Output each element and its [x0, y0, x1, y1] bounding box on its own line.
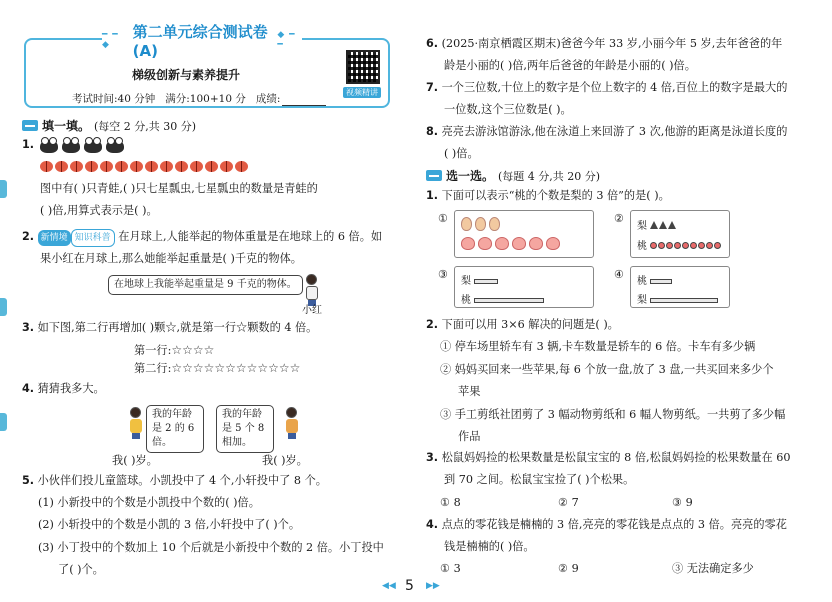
ladybug-icon [235, 161, 248, 172]
score-blank[interactable] [282, 105, 326, 106]
option-1-label: ① [438, 212, 448, 225]
option-3-box[interactable]: 梨 桃 [454, 266, 594, 308]
q4-answer1: 我( )岁。 [112, 454, 158, 467]
ladybug-icon [85, 161, 98, 172]
exam-info [72, 91, 326, 106]
frog-icon [62, 140, 80, 153]
s2q2-a3b: 作品 [458, 430, 481, 443]
s2q2-a3a[interactable]: ③ 手工剪纸社团剪了 3 幅动物剪纸和 6 幅人物剪纸。一共剪了多少幅 [440, 408, 786, 421]
s2q2-a2a[interactable]: ② 妈妈买回来一些苹果,每 6 个放一盘,放了 3 盘,一共买回来多少个 [440, 363, 774, 376]
frog-icon [40, 140, 58, 153]
s2q4-line2: 钱是楠楠的( )倍。 [444, 540, 535, 553]
man-figure-icon [286, 407, 298, 437]
row2-stars: ☆☆☆☆☆☆☆☆☆☆☆☆ [171, 361, 301, 375]
q7-line1: 7. 一个三位数,十位上的数字是个位上数字的 4 倍,百位上的数字是最大的 [426, 81, 788, 94]
q7-line2: 一位数,这个三位数是( )。 [444, 103, 572, 116]
q4-answer2: 我( )岁。 [262, 454, 308, 467]
ladybug-icon [190, 161, 203, 172]
q8-line1: 8. 亮亮去游泳馆游泳,他在泳道上来回游了 3 次,他游的距离是泳道长度的 [426, 125, 788, 138]
title-deco-left-icon: ━ ━ ◆ [102, 30, 119, 50]
option-4-box[interactable]: 桃 梨 [630, 266, 730, 308]
title-deco-right-icon: ◆ ━ ━ [277, 30, 296, 50]
q6-line1: 6. (2025·南京栖霞区期末)爸爸今年 33 岁,小丽今年 5 岁,去年爸爸的年 [426, 37, 783, 50]
prev-page-icon[interactable]: ◀◀ [382, 581, 396, 591]
section-badge-icon [426, 170, 442, 181]
score-label: 成绩: [255, 93, 281, 105]
q1-number: 1. [22, 138, 35, 151]
peach-row [461, 237, 563, 253]
q2-line2: 果小红在月球上,那么她能举起重量是( )千克的物体。 [40, 252, 302, 265]
q5-sub2: (2) 小斩投中的个数是小凯的 3 倍,小轩投中了( )个。 [38, 518, 301, 531]
next-page-icon[interactable]: ▶▶ [426, 581, 440, 591]
q3-line1: 3. 如下图,第二行再增加( )颗☆,就是第一行☆颗数的 4 倍。 [22, 321, 318, 334]
frog-icon [84, 140, 102, 153]
q1-line2: ( )倍,用算式表示是( )。 [40, 204, 158, 217]
q3-row1: 第一行:☆☆☆☆ [134, 343, 215, 357]
option-2-box[interactable]: 梨 桃 [630, 210, 730, 258]
section-badge-icon [22, 120, 38, 131]
s2q2-a1[interactable]: ① 停车场里轿车有 3 辆,卡车数量是轿车的 6 倍。卡车有多少辆 [440, 340, 756, 353]
page-title: 第二单元综合测试卷(A) [132, 22, 268, 60]
s2q3-choice2[interactable]: ② 7 [558, 496, 579, 509]
ladybug-icon [160, 161, 173, 172]
s2q3-choice1[interactable]: ① 8 [440, 496, 461, 509]
ladybug-row [40, 161, 248, 172]
option-1-box[interactable] [454, 210, 594, 258]
speech-bubble-age1: 我的年龄是 2 的 6 倍。 [146, 405, 204, 453]
qr-code[interactable] [346, 50, 380, 84]
option-2-label: ② [614, 212, 624, 225]
q5-sub1: (1) 小新投中的个数是小凯投中个数的( )倍。 [38, 496, 260, 509]
s2q4-choice2[interactable]: ② 9 [558, 562, 579, 575]
margin-tab [0, 298, 7, 316]
q1-line1: 图中有( )只青蛙,( )只七星瓢虫,七星瓢虫的数量是青蛙的 [40, 182, 318, 195]
q5-sub3a: (3) 小丁投中的个数加上 10 个后就是小新投中个数的 2 倍。小丁投中 [38, 541, 384, 554]
q4-line1: 4. 猜猜我多大。 [22, 382, 105, 395]
s2q3-line2: 到 70 之间。松鼠宝宝捡了( )个松果。 [444, 473, 635, 486]
ladybug-icon [70, 161, 83, 172]
ladybug-icon [205, 161, 218, 172]
title-bar [102, 22, 302, 60]
ladybug-icon [115, 161, 128, 172]
s2q1-line1: 1. 下面可以表示“桃的个数是梨的 3 倍”的是( )。 [426, 189, 670, 202]
pear-row [461, 217, 503, 234]
s2q2-a2b: 苹果 [458, 385, 481, 398]
margin-tab [0, 180, 7, 198]
girl-figure-icon [306, 274, 318, 304]
ladybug-icon [100, 161, 113, 172]
s2q4-choice3[interactable]: ③ 无法确定多少 [672, 562, 754, 575]
speech-bubble: 在地球上我能举起重量是 9 千克的物体。 [108, 275, 303, 295]
frog-row [40, 140, 124, 153]
s2q2-line1: 2. 下面可以用 3×6 解决的问题是( )。 [426, 318, 619, 331]
exam-time: 考试时间:40 分钟 [72, 93, 156, 105]
page-number: 5 [405, 578, 414, 594]
science-tag: 知识科普 [71, 229, 115, 247]
q6-line2: 龄是小丽的( )倍,两年后爸爸的年龄是小丽的( )倍。 [444, 59, 696, 72]
q5-line1: 5. 小伙伴们投儿童篮球。小凯投中了 4 个,小轩投中了 8 个。 [22, 474, 327, 487]
s2q4-choice1[interactable]: ① 3 [440, 562, 461, 575]
margin-tab [0, 413, 7, 431]
speech-bubble-age2: 我的年龄是 5 个 8 相加。 [216, 405, 274, 453]
q8-line2: ( )倍。 [444, 147, 479, 160]
qr-label: 视频精讲 [343, 87, 381, 98]
s2q3-line1: 3. 松鼠妈妈捡的松果数量是松鼠宝宝的 8 倍,松鼠妈妈捡的松果数量在 60 [426, 451, 791, 464]
ladybug-icon [175, 161, 188, 172]
s2q4-line1: 4. 点点的零花钱是楠楠的 3 倍,亮亮的零花钱是点点的 3 倍。亮亮的零花 [426, 518, 787, 531]
ladybug-icon [130, 161, 143, 172]
row1-stars: ☆☆☆☆ [171, 343, 215, 357]
full-score: 满分:100+10 分 [165, 93, 246, 105]
s2q3-choice3[interactable]: ③ 9 [672, 496, 693, 509]
new-context-tag: 新情境 [38, 230, 71, 246]
section-choice-heading: 选一选。 (每题 4 分,共 20 分) [426, 167, 600, 184]
ladybug-icon [145, 161, 158, 172]
ladybug-icon [220, 161, 233, 172]
q3-row2: 第二行:☆☆☆☆☆☆☆☆☆☆☆☆ [134, 361, 301, 375]
person-label: 小红 [302, 305, 322, 316]
q5-sub3b: 了( )个。 [58, 563, 104, 576]
option-4-label: ④ [614, 268, 624, 281]
ladybug-icon [40, 161, 53, 172]
section-fill-heading: 填一填。 (每空 2 分,共 30 分) [22, 117, 196, 134]
boy-figure-icon [130, 407, 142, 437]
q2-line1: 2. 新情境 知识科普 在月球上,人能举起的物体重量是在地球上的 6 倍。如 [22, 229, 382, 247]
frog-icon [106, 140, 124, 153]
ladybug-icon [55, 161, 68, 172]
option-3-label: ③ [438, 268, 448, 281]
subtitle: 梯级创新与素养提升 [131, 68, 240, 82]
